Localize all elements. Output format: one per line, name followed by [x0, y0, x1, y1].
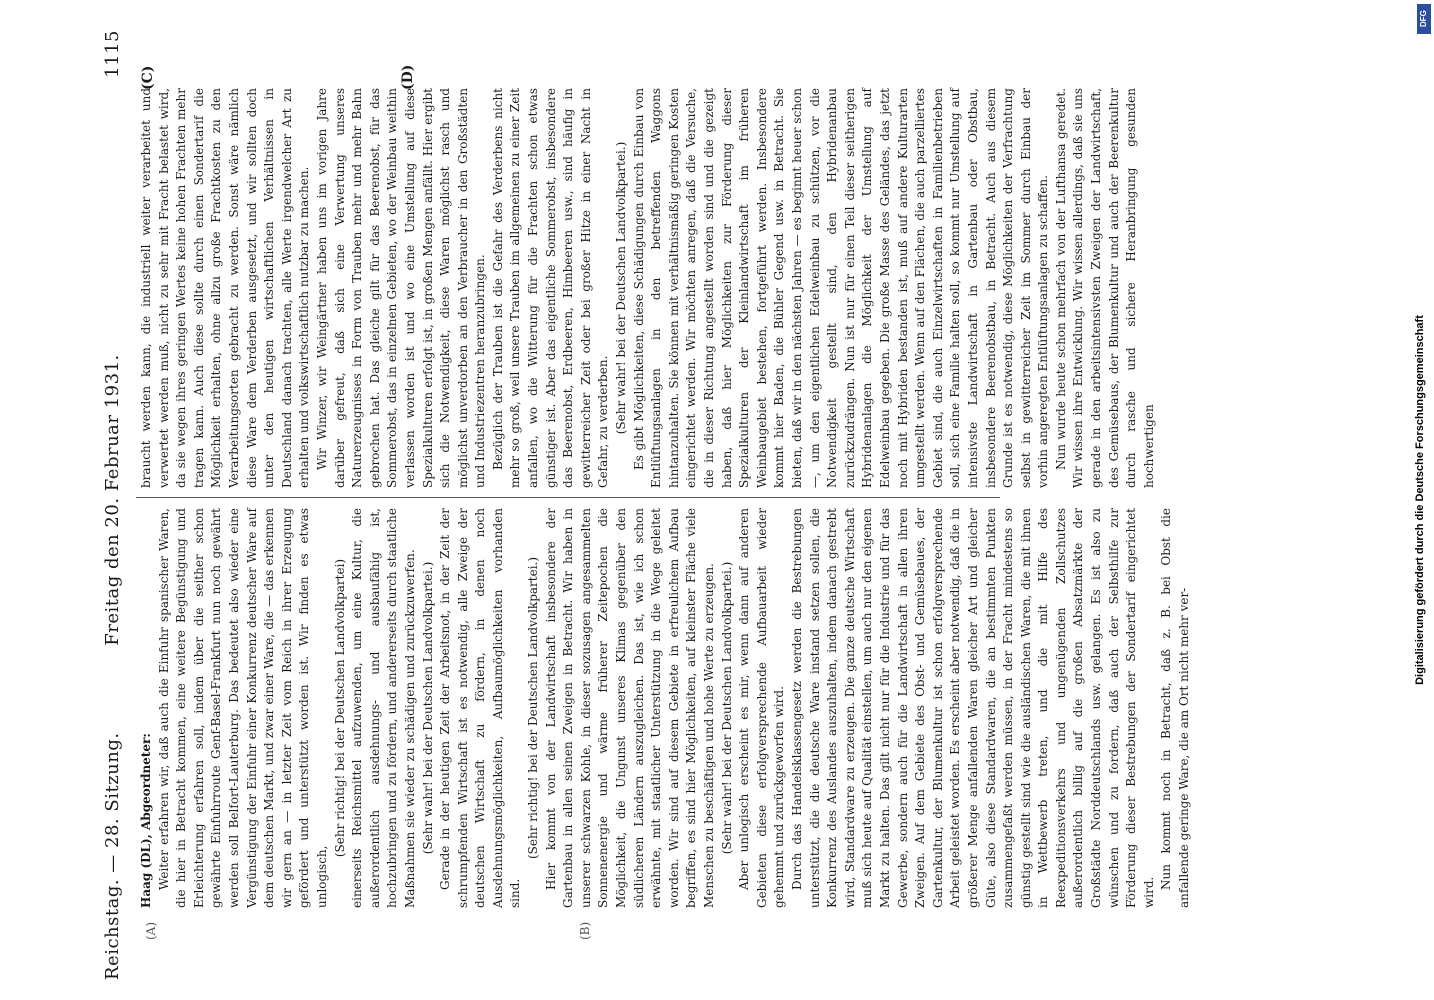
margin-marker-d: (D) [400, 64, 416, 90]
dfg-logo: DFG [1417, 4, 1431, 34]
margin-marker-b: (B) [578, 921, 592, 940]
interjection: (Sehr wahr! bei der Deutschen Landvolkpartei.) [614, 141, 629, 435]
paragraph: Bezüglich der Trauben ist die Gefahr des Verderbens nicht mehr so groß, weil unsere Trauben im allgemeinen zu einer Zeit anfallen, wo die Witterung für die Frachten schon etwas günstiger ist. Aber das eigentliche Sommerobst, insbesondere das Beerenobst, Erdbeeren, Himbeeren usw., sind häufig in gewitterreicher Zeit oder bei großer Hitze in einer Nacht in Gefahr, zu verderben. [490, 88, 611, 488]
paragraph: Hier kommt von der Landwirtschaft insbesondere der Gartenbau in allen seinen Zweigen in Betracht. Wir haben in unserer schwarzen Kohle, in dieser sozusagen angesammelten Sonnenenergie und wärme früherer Zeitepochen die Möglichkeit, die Ungunst unseres Klimas gegenüber den südlicheren Ländern auszugleichen. Das ist, wie ich schon erwähnte, mit staatlicher Unterstützung in die Wege geleitet worden. Wir sind auf diesem Gebiete in erfreulichem Aufbau begriffen, es sind hier Möglichkeiten, auf kleinster Fläche viele Menschen zu beschäftigen und hohe Werte zu erzeugen. [543, 508, 716, 908]
right-column [138, 88, 1156, 488]
page-header [100, 10, 130, 990]
interjection: (Sehr richtig! bei der Deutschen Landvolkpartei.) [526, 556, 541, 860]
page-number: 1115 [102, 30, 123, 78]
paragraph: Es gibt Möglichkeiten, diese Schädigungen durch Einbau von Entlüftungsanlagen in den betreffenden Waggons hintanzuhalten. Sie können mit verhältnismäßig geringen Kosten eingerichtet werden. Wir möchten anregen, daß die Versuche, die in dieser Richtung angestellt worden sind und die gezeigt haben, daß hier Möglichkeiten zur Förderung dieser Spezialkulturen der Kleinlandwirtschaft im früheren Weinbaugebiet bestehen, fortgeführt werden. Insbesondere kommt hier Baden, die Bühler Gegend usw. in Betracht. Sie bieten, daß wir in den nächsten Jahren — es beginnt heuer schon —, um den eigentlichen Edelweinbau zu schützen, vor die Notwendigkeit gestellt sind, den Hybridenanbau zurückzudrängen. Nun ist nur für einen Teil dieser seitherigen Hybridenanlagen die Möglichkeit der Umstellung auf Edelweinbau gegeben. Die große Masse des Geländes, das jetzt noch mit Hybriden bestanden ist, muß auf andere Kulturarten umgestellt werden. Wenn auf den Flächen, die auch parzelliertes Gebiet sind, die auch Einzelwirtschaften in Familienbetrieben soll, sich eine Familie halten soll, so kommt nur Umstellung auf intensivste Landwirtschaft in Gartenbau oder Obstbau, insbesondere Beerenobstbau, in Betracht. Auch aus diesem Grunde ist es notwendig, diese Möglichkeiten der Verfrachtung selbst in gewitterreicher Zeit im Sommer durch Einbau der vorhin angeregten Entlüftungsanlagen zu schaffen. [631, 88, 1051, 488]
paragraph: Gerade in der heutigen Zeit der Arbeitsnot, in der Zeit der schrumpfenden Wirtschaft ist es notwendig, alle Zweige der deutschen Wirtschaft zu fördern, in denen noch Ausdehnungsmöglichkeiten, Aufbaumöglichkeiten vorhanden sind. [438, 508, 523, 908]
paragraph: Nun kommt noch in Betracht, daß z. B. bei Obst die anfallende geringe Ware, die am Ort nicht mehr ver- [1159, 508, 1192, 908]
paragraph: Wir Winzer, wir Weingärtner haben uns im vorigen Jahre darüber gefreut, daß sich eine Verwertung unseres Naturerzeugnisses in Form von Trauben mehr und mehr Bahn gebrochen hat. Das gleiche gilt für das Beerenobst, für das Sommerobst, das in einzelnen Gebieten, wo der Weinbau weithin verlassen worden ist und wo eine Umstellung auf diese Spezialkulturen erfolgt ist, in großen Mengen anfällt. Hier ergibt sich die Notwendigkeit, diese Waren möglichst rasch und möglichst unverdorben an den Verbraucher in den Großstädten und Industriezentren heranzubringen. [314, 88, 488, 488]
interjection: (Sehr richtig! bei der Deutschen Landvolkpartei) [332, 558, 347, 858]
paragraph: Aber unlogisch erscheint es mir, wenn dann auf anderen Gebieten diese erfolgversprechende Aufbauarbeit wieder gehemmt und zurückgeworfen wird. [737, 508, 787, 908]
left-column [138, 508, 1192, 908]
digitization-note: Digitalisierung gefördert durch die Deutsche Forschungsgemeinschaft [1414, 315, 1426, 685]
speaker-line: Haag (DL), Abgeordneter: [139, 733, 153, 908]
margin-marker-a: (A) [144, 921, 158, 940]
paragraph: Durch das Handelsklassengesetz werden die Bestrebungen unterstützt, die die deutsche Ware instand setzen sollen, die Konkurrenz des Auslandes auszuhalten, indem danach gestrebt wird, Standardware zu erzeugen. Die ganze deutsche Wirtschaft muß sich heute auf Qualität einstellen, um auch nur den eigenen Markt zu halten. Das gilt nicht nur für die Industrie und für das Gewerbe, sondern auch für die Landwirtschaft in allen ihren Zweigen. Auf dem Gebiete des Obst- und Gemüsebaues, der Gartenkultur, der Blumenkultur ist schon erfolgversprechende Arbeit geleistet worden. Es erscheint aber notwendig, daß die in größerer Menge anfallenden Waren gleicher Art und gleicher Güte, also diese Standardwaren, die an bestimmten Punkten zusammengefaßt werden müssen, in der Fracht mindestens so günstig gestellt sind wie die ausländischen Waren, die mit ihnen in Wettbewerb treten, und die mit Hilfe des Reexpeditionsverkehrs und ungenügenden Zollschutzes außerordentlich billig auf die großen Absatzmärkte der Großstädte Norddeutschlands usw. gelangen. Es ist also zu wünschen und zu fordern, daß auch der Selbsthilfe zur Förderung dieser Bestrebungen der Sondertarif eingerichtet wird. [789, 508, 1156, 908]
margin-marker-c: (C) [140, 65, 156, 90]
interjection: (Sehr wahr! bei der Deutschen Landvolkpartei.) [420, 561, 435, 855]
paragraph: Nun wurde heute schon mehrfach von der Lufthansa geredet. Wir wissen ihre Entwicklung. Wir wissen allerdings, daß sie uns gerade in den arbeitsintensivsten Zweigen der Landwirtschaft, des Gemüsebaus, der Blumenkultur und auch der Beerenkultur durch rasche und sichere Heranbringung gesunden hochwertigen [1053, 88, 1156, 488]
paragraph: einerseits Reichsmittel aufzuwenden, um eine Kultur, die außerordentlich ausdehnungs- und ausbaufähig ist, hochzubringen und zu fördern, und andererseits durch staatliche Maßnahmen sie wieder zu schädigen und zurückzuwerfen. [350, 508, 417, 908]
paragraph: braucht werden kann, die industriell weiter verarbeitet und verwertet werden muß, nicht zu sehr mit Fracht belastet wird, da sie wegen ihres geringen Wertes keine hohen Frachten mehr tragen kann. Auch diese sollte durch einen Sondertarif die Möglichkeit erhalten, ohne allzu große Frachtkosten zu den Verarbeitungsorten gebracht zu werden. Sonst wäre nämlich diese Ware dem Verderben ausgesetzt, und wir sollten doch unter den heutigen wirtschaftlichen Verhältnissen in Deutschland danach trachten, alle Werte irgendwelcher Art zu erhalten und volkswirtschaftlich nutzbar zu machen. [139, 88, 312, 488]
interjection: (Sehr wahr! bei der Deutschen Landvolkpartei.) [719, 561, 734, 855]
header-left: Reichstag. — 28. Sitzung. [102, 732, 123, 980]
rotated-document [100, 0, 1192, 1000]
paragraph: Weiter erfahren wir, daß auch die Einfuhr spanischer Waren, die hier in Betracht kommen, eine weitere Begünstigung und Erleichterung erfahren soll, indem über die seither schon gewährte Einfuhrroute Genf-Basel-Frankfurt nun noch gewährt werden soll Belfort-Lauterburg. Das bedeutet also wieder eine Vergünstigung der Einfuhr einer Konkurrenz deutscher Ware auf dem deutschen Markt, und zwar einer Ware, die — das erkennen wir gern an — in letzter Zeit vom Reich in ihrer Erzeugung gefördert und unterstützt worden ist. Wir finden es etwas unlogisch, [156, 508, 329, 908]
column-divider [136, 497, 1000, 498]
header-date: Freitag den 20. Februar 1931. [102, 354, 123, 646]
